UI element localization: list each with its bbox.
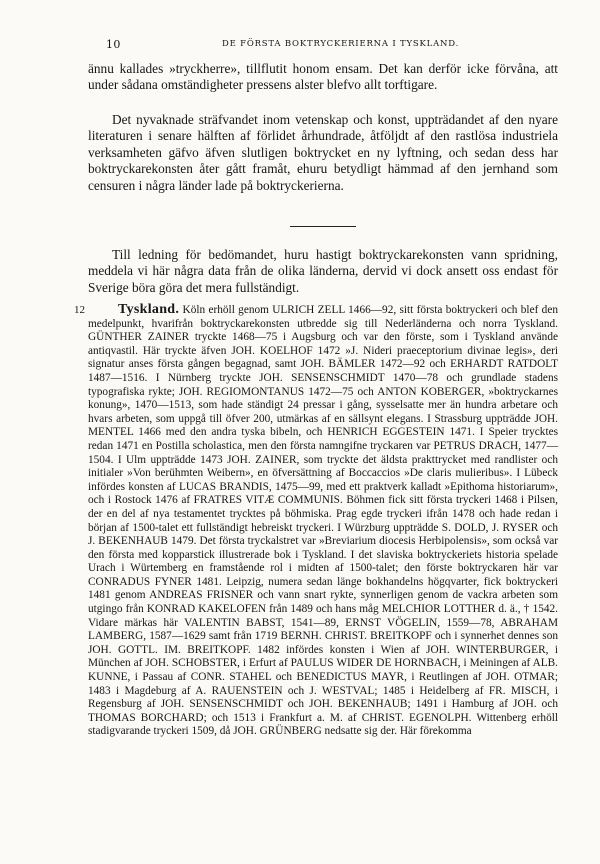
running-title: DE FÖRSTA BOKTRYCKERIERNA I TYSKLAND. <box>222 39 460 49</box>
paragraph-continuation <box>88 61 558 94</box>
paragraph-intro <box>88 247 558 296</box>
section-lead: Tyskland. <box>118 302 180 317</box>
section-text: Köln erhöll genom ULRICH ZELL 1466—92, sitt första boktryckeri och blef den medelpunkt, hvarifrån boktryckarekonsten utbredde sig till Nederländerna och norra Tyskland. GÜNTHER ZAINER tryckte 1468—75 i Augsburg och var den förste, som i Tyskland använde antiqvastil. Här tryckte äfven JOH. KOELHOF 1472 »J. Nideri praeceptorium divinae legis», deri signatur anses första gången begagnad, samt JOH. BÄMLER 1472—92 och ERHARDT RATDOLT 1487—1516. I Nürnberg tryckte JOH. SENSENSCHMIDT 1470—78 och grundlade stadens typografiska rykte; JOH. REGIOMONTANUS 1472—75 och ANTON KOBERGER, »boktryckarnes konung», 1470—1513, som hade ständigt 24 pressar i gång, sysselsatte mer än hundra arbetare och hvars arbeten, som uppgå till öfver 200, utmärkas af en sällsynt elegans. I Strassburg uppträdde JOH. MENTEL 1466 med den andra tyska bibeln, och HENRICH EGGESTEIN 1471. I Speier trycktes redan 1471 en Postilla scholastica, men den första namngifne tryckaren var PETRUS DRACH, 1477—1504. I Ulm uppträdde 1473 JOH. ZAINER, som tryckte det äldsta prakttrycket med randlister och initialer »Von berühmten Weibern», en öfversättning af Boccaccios »De claris mulieribus». I Lübeck infördes konsten af LUCAS BRANDIS, 1475—99, med ett praktverk kalladt »Epithoma historiarum», och i Rostock 1476 af FRATRES VITÆ COMMUNIS. Böhmen fick sitt första tryckeri 1468 i Pilsen, der en del af nya testamentet trycktes på böhmiska. Prag egde tryckeri ifrån 1478 och hade redan i början af 1500-talet ett fullständigt hebreiskt tryckeri. I Würzburg uppträdde S. DOLD, J. RYSER och J. BEKENHAUB 1479. Det första tryckalstret var »Breviarium diocesis Herbipolensis», som också var den första med kopparstick illustrerade bok i Tyskland. I det slaviska boktryckeriets historia spelade Urach i Würtemberg en framstående rol i midten af 1500-talet; den förste boktryckaren här var CONRADUS FYNER 1481. Leipzig, numera sedan länge bokhandelns högqvarter, fick boktryckeri 1481 genom ANDREAS FRISNER och vann snart rykte, synnerligen genom de vackra arbeten som utgingo från KONRAD KAKELOFEN från 1489 och hans måg MELCHIOR LOTTHER d. ä., † 1542. Vidare märkas här VALENTIN BABST, 1541—89, ERNST VÖGELIN, 1559—78, ABRAHAM LAMBERG, 1587—1629 samt från 1719 BERNH. CHRIST. BREITKOPF och i synnerhet dennes son JOH. GOTTL. IM. BREITKOPF. 1482 infördes konsten i Wien af JOH. WINTERBURGER, i München af JOH. SCHOBSTER, i Erfurt af PAULUS WIDER DE HORNBACH, i Meiningen af ALB. KUNNE, i Passau af CONR. STAHEL och BENEDICTUS MAYR, i Reutlingen af JOH. OTMAR; 1483 i Magdeburg af A. RAUENSTEIN och J. WESTVAL; 1485 i Heidelberg af FR. MISCH, i Regensburg af JOH. SENSENSCHMIDT och JOH. BEKENHAUB; 1491 i Hamburg af JOH. och THOMAS BORCHARD; och 1513 i Frankfurt a. M. af CHRIST. EGENOLPH. Wittenberg erhöll stadigvarande tryckeri 1509, då JOH. GRÜNBERG nedsatte sig der. Här förekomma <box>88 304 558 738</box>
paragraph-text: Till ledning för bedömandet, huru hastigt boktryckarekonsten vann spridning, meddela vi här några data från de olika länderna, dervid vi dock ansett oss endast för Sverige böra göra det mera fullständigt. <box>88 247 558 295</box>
section-divider <box>290 226 356 227</box>
paragraph-text: ännu kallades »tryckherre», tillflutit honom ensam. Det kan derför icke förvåna, att under sådana omständigheter pressens alster blefvo allt torftigare. <box>88 61 558 93</box>
page-number: 10 <box>106 38 121 51</box>
section-tyskland <box>88 303 558 739</box>
running-header <box>90 38 555 54</box>
margin-number: 12 <box>74 304 85 316</box>
paragraph-nyvaknade <box>88 112 558 194</box>
paragraph-text: Det nyvaknade sträfvandet inom vetenskap och konst, uppträdandet af den nyare literaturen i senare hälften af förlidet århundrade, åtföljdt af den rastlösa industriela verksamheten gäfvo äfven slutligen boktrycket en ny lyftning, och sedan dess har boktryckarekonsten åter gått framåt, ehuru betydligt hämmad af den jernhand som censuren i några länder lade på boktryckerierna. <box>88 112 558 193</box>
